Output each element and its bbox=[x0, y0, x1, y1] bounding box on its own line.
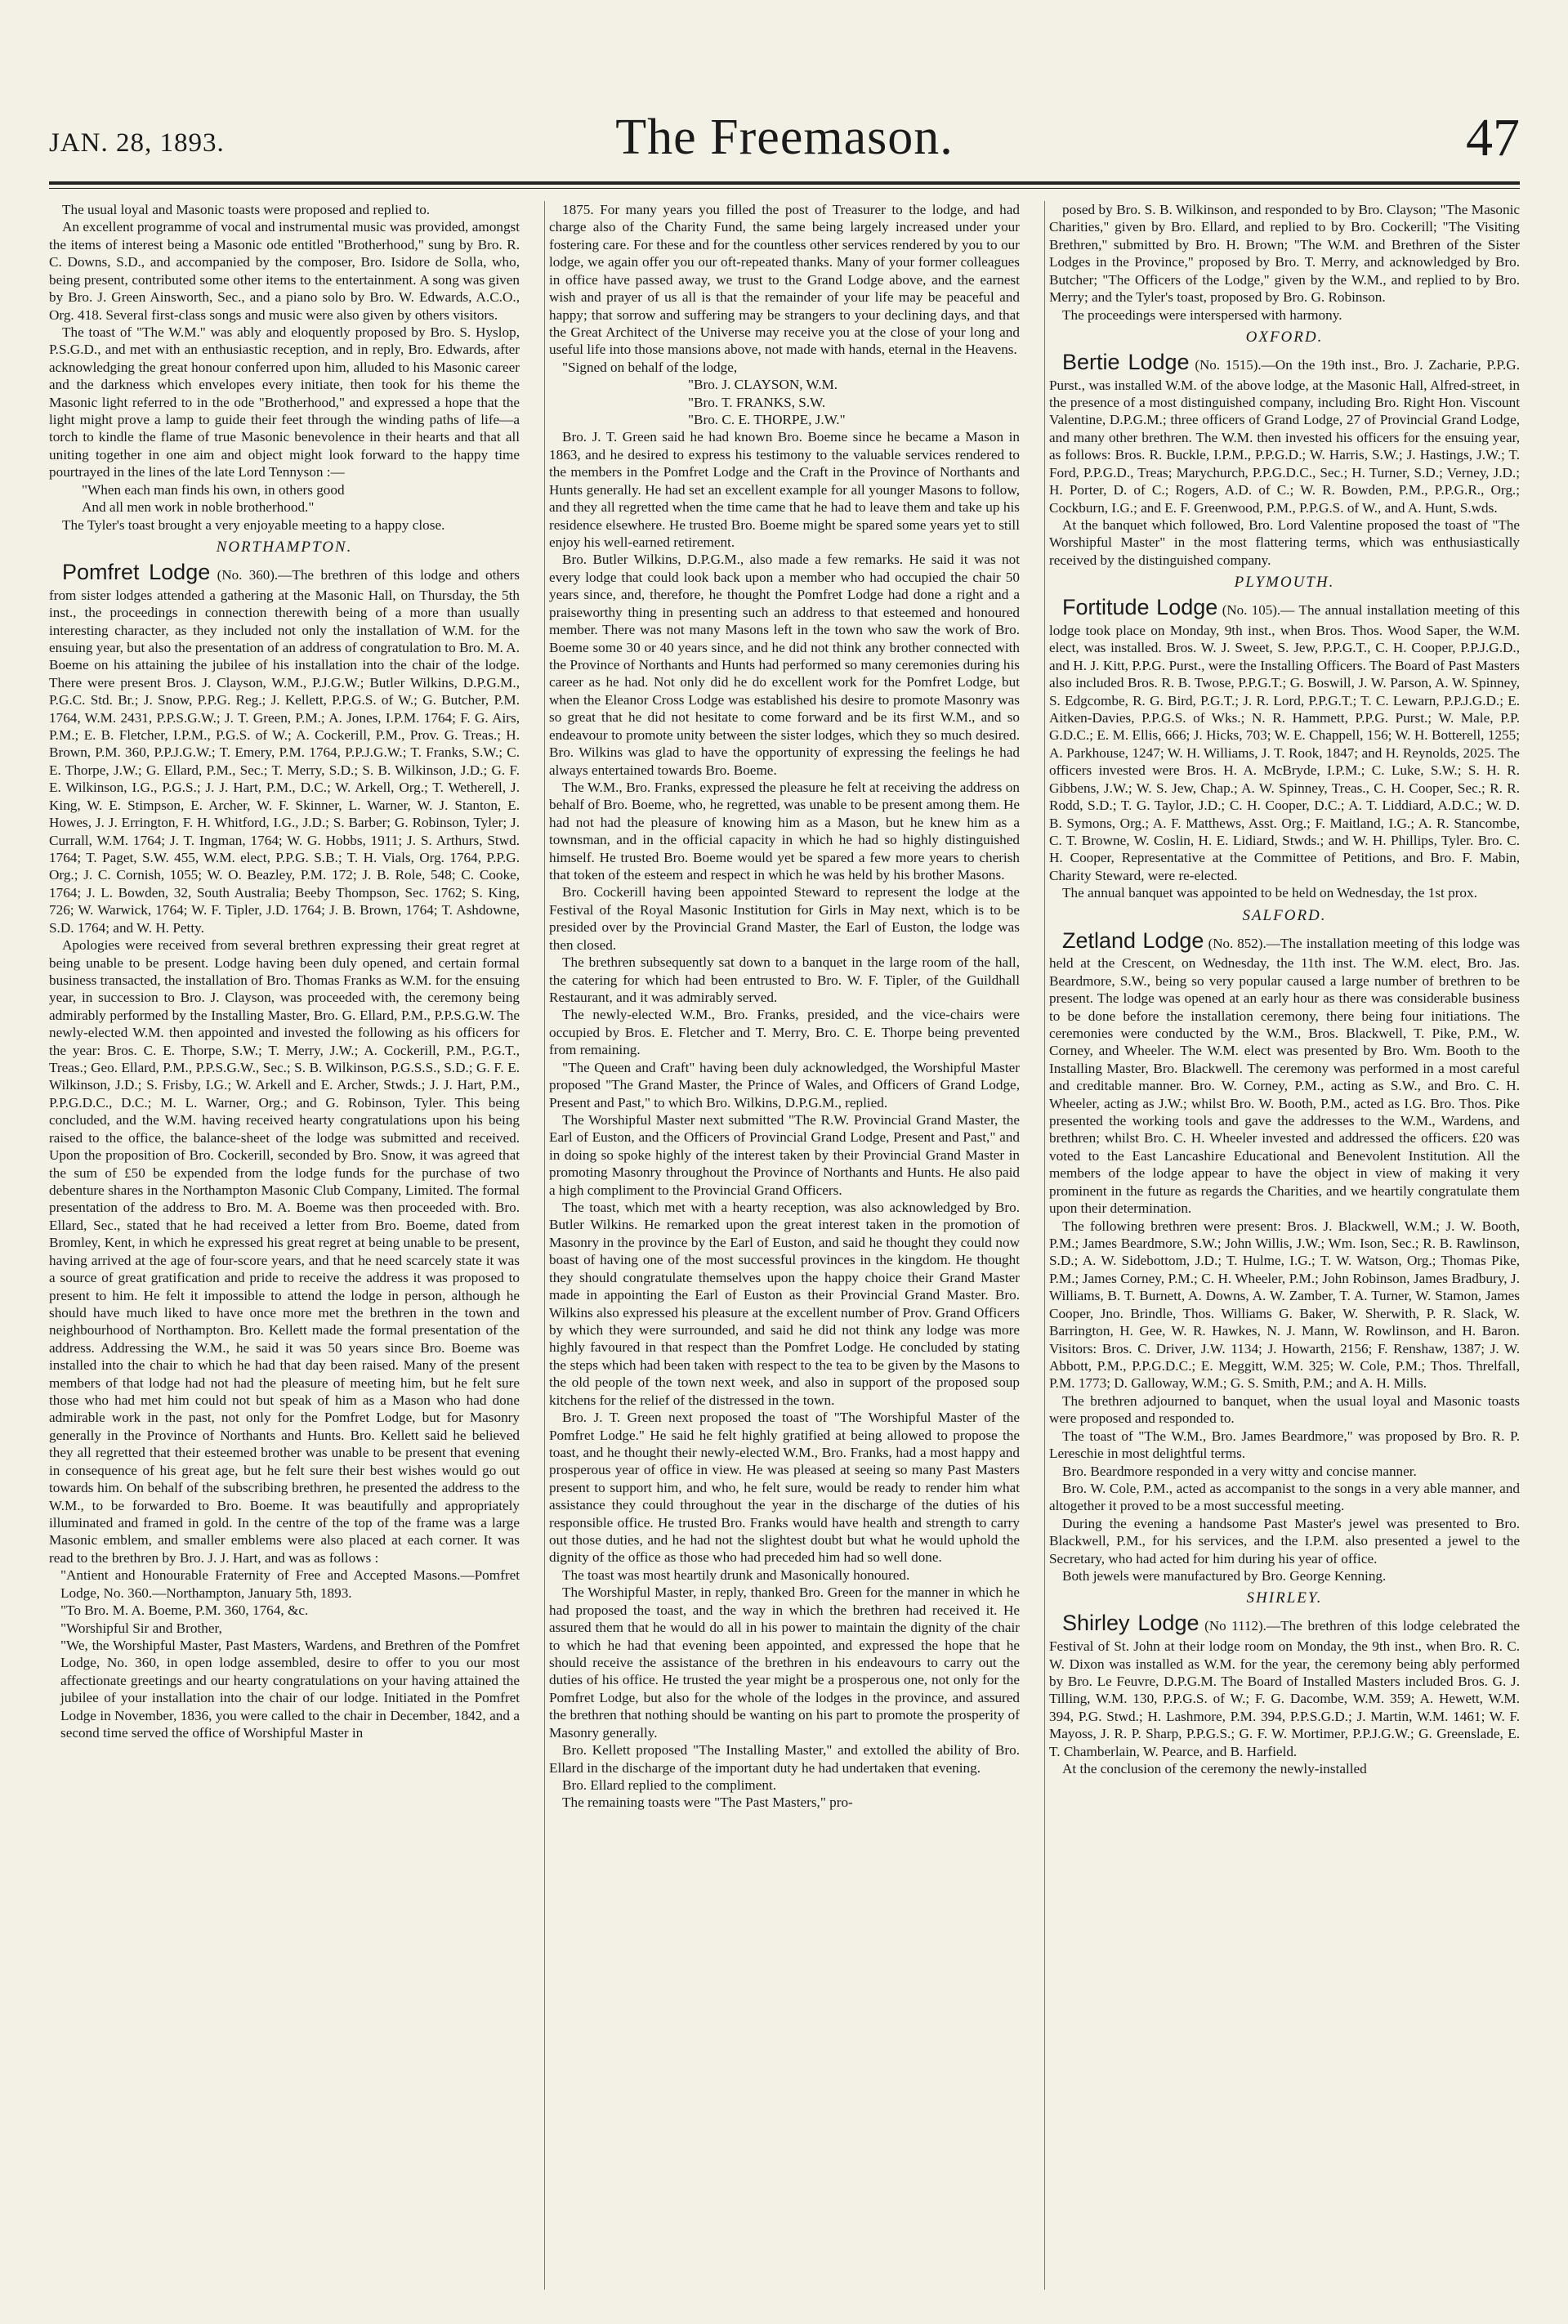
lodge-report-text: —The installation meeting of this lodge was held at the Crescent, on Wednesday, the 11th inst. The W.M. elect, Bro. Jas. Beardmore, S.W., being so very popular caused a large number of brethren to be present. The lodge was opened at an early hour as there was considerable business to be done before the installation ceremony, there being four initiations. The ceremonies were conducted by the W.M., Bros. Blackwell, T. Pike, P.M., W. Corney, and Wheeler. The W.M. elect was presented by Bro. Wm. Booth to the Installing Master, Bro. Blackwell. The ceremony was performed in a most careful and creditable manner. Bro. W. Corney, P.M., acting as S.W., and Bro. C. H. Wheeler, acting as J.W.; whilst Bro. W. Booth, P.M., acted as I.G. Bro. Thos. Pike presented the working tools and gave the addresses to the W.M., Wardens, and brethren; whilst Bro. C. H. Wheeler invested and addressed the officers. £20 was voted to the East Lancashire Educational and Benevolent Institution. All the members of the lodge appear to have the object in view of making it very prominent in the future as regards the Charities, and we heartily congratulate them upon their determination. bbox=[1049, 935, 1520, 1217]
paragraph: Apologies were received from several brethren expressing their great regret at being unable to be present. Lodge having been duly opened, and certain formal business transacted, the installation of Bro. Thomas Franks as W.M. for the ensuing year, in succession to Bro. J. Clayson, was proceeded with, the ceremony being admirably performed by the Installing Master, Bro. G. Ellard, P.M., P.P.S.G.W. The newly-elected W.M. then appointed and invested the following as his officers for the year: Bros. C. E. Thorpe, S.W.; T. Merry, J.W.; A. Cockerill, P.M., P.G.T., Treas.; Geo. Ellard, P.M., P.P.S.G.W., Sec.; S. B. Wilkinson, P.G.S.S., S.D.; G. F. E. Wilkinson, J.D.; S. Frisby, I.G.; W. Arkell and E. Archer, Stwds.; J. J. Hart, P.M., P.P.G.D.C., D.C.; M. L. Warner, Org.; and G. Robinson, Tyler. This being concluded, and the W.M. having received hearty congratulations upon his being raised to the office, the balance-sheet of the lodge was submitted and received. Upon the proposition of Bro. Cockerill, seconded by Bro. Snow, it was agreed that the sum of £50 be expended from the lodge funds for the purchase of two debenture shares in the Northampton Masonic Club Company, Limited. The formal presentation of the address to Bro. M. A. Boeme was then proceeded with. Bro. Ellard, Sec., stated that he had received a letter from Bro. Boeme, dated from Bromley, Kent, in which he expressed his great regret at being unable to be present, having arrived at the age of four-score years, and that he need scarcely state it was a source of great gratification and pride to receive the address it was proposed to present to him. He felt it impossible to attend the lodge in person, although he should have much liked to have once more met the brethren in the town and neighbourhood of Northampton. Bro. Kellett made the formal presentation of the address. Addressing the W.M., he said it was 50 years since Bro. Boeme was installed into the chair to which he had that day been raised. Many of the present members of that lodge had not had the pleasure of meeting him, but he felt sure those who had met him could not but speak of him as a Mason who had done admirable work in the past, not only for the Pomfret Lodge, but for Masonry generally in the Province of Northants and Hunts. Bro. Kellett said he believed they all regretted that their esteemed brother was unable to be present that evening in consequence of his great age, but he felt sure their best wishes would go out towards him. On behalf of the subscribing brethren, he presented the address to the W.M., to be forwarded to Bro. Boeme. It was beautifully and appropriately illuminated and framed in gold. In the centre of the top of the frame was a large Masonic emblem, and smaller emblems were also placed at each corner. It was read to the brethren by Bro. J. J. Hart, and was as follows : bbox=[49, 937, 520, 1566]
paragraph: Bro. W. Cole, P.M., acted as accompanist to the songs in a very able manner, and altogether it proved to be a most successful meeting. bbox=[1049, 1480, 1520, 1514]
quoted-address: "To Bro. M. A. Boeme, P.M. 360, 1764, &c. bbox=[60, 1602, 309, 1619]
paragraph: The Worshipful Master, in reply, thanked Bro. Green for the manner in which he had proposed the toast, and the way in which the brethren had received it. He assured them that he would do all in his power to maintain the dignity of the chair to which he had that evening been appointed, and expressed the hope that he should receive the assistance of the brethren in his endeavours to carry out the duties of his office. He trusted the year might be a prosperous one, not only for the Pomfret Lodge, but also for the whole of the lodges in the province, and assured the brethren that nothing should be wanting on his part to promote the prosperity of Masonry generally. bbox=[549, 1584, 1020, 1741]
lodge-number: (No. 1515). bbox=[1195, 356, 1262, 373]
column-2 bbox=[549, 201, 1020, 2290]
paragraph: Bro. Kellett proposed "The Installing Master," and extolled the ability of Bro. Ellard in the discharge of the important duty he had undertaken that evening. bbox=[549, 1742, 1020, 1776]
paragraph: The toast was most heartily drunk and Masonically honoured. bbox=[562, 1566, 910, 1583]
lodge-report-text: — The annual installation meeting of this lodge took place on Monday, 9th inst., when Bros. Thos. Wood Saper, the W.M. elect, was installed. Bros. W. J. Sweet, S. Jew, P.P.G.T., C. H. Cooper, P.P.J.G.D., and H. J. Kitt, P.P.G. Purst., were the Installing Officers. The Board of Past Masters also included Bros. R. B. Twose, P.P.G.T.; G. Boswill, J. W. Parson, A. W. Spinney, S. Edgcombe, R. G. Bird, P.G.T.; J. R. Lord, P.P.G.T.; T. C. Lewarn, P.P.J.G.D.; E. Aitken-Davies, P.P.G.S. of Wks.; N. R. Hammett, P.P.G. Purst.; W. Male, P.P. G.D.C.; E. M. Ellis, 666; J. Hicks, 703; W. E. Chappell, 156; W. H. Botterell, 1255; A. Parkhouse, 1247; W. H. Williams, J. T. Rook, 1847; and H. Reynolds, 2025. The officers invested were Bros. H. A. McBryde, I.P.M.; C. Luke, S.W.; S. H. R. Gibbens, J.W.; W. S. Jew, Chap.; A. W. Spinney, Treas., C. H. Cooper, Sec.; R. R. Rodd, S.D.; T. G. Taylor, J.D.; C. H. Cooper, D.C.; A. T. Liddiard, A.D.C.; W. D. B. Symons, Org.; A. F. Matthews, Asst. Org.; F. Maitland, I.G.; A. R. Stancombe, C. T. Browne, W. Coslin, H. E. Lidiard, Stwds.; and W. H. Phillips, Tyler. Bro. C. H. Cooper, Representative at the Committee of Petitions, and Bro. F. Mabin, Charity Steward, were re-elected. bbox=[1049, 602, 1520, 883]
lodge-number: (No 1112). bbox=[1204, 1618, 1266, 1634]
paragraph: Bro. J. T. Green said he had known Bro. Boeme since he became a Mason in 1863, and he desired to express his testimony to the valuable services rendered to the members in the Pomfret Lodge and the Craft in the Province of Northants and Hunts generally. He had set an excellent example for all younger Masons to follow, and they all regretted when the time came that he had to leave them and take up his residence elsewhere. He trusted Bro. Boeme might be spared some years yet to still enjoy his well-earned retirement. bbox=[549, 429, 1020, 551]
masthead-rule-thin bbox=[49, 188, 1520, 189]
signature-line: "Bro. J. CLAYSON, W.M. bbox=[688, 377, 838, 393]
paragraph: The toast of "The W.M." was ably and eloquently proposed by Bro. S. Hyslop, P.S.G.D., and met with an enthusiastic reception, and in reply, Bro. Edwards, after acknowledging the great honour conferred upon him, alluded to his Masonic career and the darkness which envelopes every initiate, then took for his theme the Masonic light referred to in the ode "Brotherhood," and expressed a hope that the light might prove a lamp to guide their feet through the winding paths of life—a torch to kindle the flame of true Masonic benevolence in their hearts and that all uniting together in one aim and object might look forward to the happy time pourtrayed in the lines of the late Lord Tennyson :— bbox=[49, 324, 520, 480]
paragraph: "The Queen and Craft" having been duly acknowledged, the Worshipful Master proposed "The Grand Master, the Prince of Wales, and Officers of Grand Lodge, Present and Past," to which Bro. Wilkins, D.P.G.M., replied. bbox=[549, 1059, 1020, 1111]
poem-line: "When each man finds his own, in others good bbox=[82, 481, 345, 498]
poem-line: And all men work in noble brotherhood." bbox=[82, 499, 315, 516]
paragraph: The W.M., Bro. Franks, expressed the pleasure he felt at receiving the address on behalf of Bro. Boeme, who, he regretted, was unable to be present among them. He had not had the pleasure of knowing him as a Mason, but he knew him as a townsman, and in the official capacity in which he had so highly distinguished himself. He trusted Bro. Boeme would yet be spared a few more years to cherish that token of the esteem and respect in which he was held by his brother Masons. bbox=[549, 779, 1020, 883]
lodge-name: Zetland Lodge bbox=[1062, 927, 1204, 953]
signature-line: "Bro. T. FRANKS, S.W. bbox=[688, 394, 826, 410]
paragraph: The Tyler's toast brought a very enjoyable meeting to a happy close. bbox=[62, 516, 445, 533]
lodge-report bbox=[1049, 1610, 1520, 1760]
column-divider bbox=[544, 201, 545, 2290]
lodge-report bbox=[49, 559, 520, 936]
signature-line: "Bro. C. E. THORPE, J.W." bbox=[688, 412, 846, 428]
section-heading: NORTHAMPTON. bbox=[216, 539, 353, 556]
paragraph: Both jewels were manufactured by Bro. George Kenning. bbox=[1062, 1568, 1387, 1584]
page-number: 47 bbox=[1466, 108, 1520, 168]
paragraph: The toast, which met with a hearty reception, was also acknowledged by Bro. Butler Wilkins. He remarked upon the great interest taken in the promotion of Masonry in the province by the Earl of Euston, and said he thought they could now boast of having one of the most successful provinces in the kingdom. He thought they should congratulate themselves upon the happy choice their Grand Master made in appointing the Earl of Euston as their Provincial Grand Master. Bro. Wilkins also expressed his pleasure at the excellent number of Prov. Grand Officers by which they were surrounded, and said he did not think any lodge was more highly favoured in that respect than the Pomfret Lodge. He concluded by stating the steps which had been taken with respect to the tea to be given by the Masons to the old people of the town next week, and also in support of the proposed soup kitchens for the relief of the distressed in the town. bbox=[549, 1200, 1020, 1408]
paragraph: Bro. Cockerill having been appointed Steward to represent the lodge at the Festival of the Royal Masonic Institution for Girls in May next, which is to be presided over by the Provincial Grand Master, the Earl of Euston, the lodge was then closed. bbox=[549, 884, 1020, 953]
paragraph: The remaining toasts were "The Past Masters," pro- bbox=[562, 1794, 853, 1811]
section-heading: SHIRLEY. bbox=[1246, 1589, 1323, 1607]
paragraph: During the evening a handsome Past Master's jewel was presented to Bro. Blackwell, P.M., for his services, and the I.P.M. also presented a jewel to the Secretary, who had acted for him during his year of office. bbox=[1049, 1515, 1520, 1566]
issue-date: JAN. 28, 1893. bbox=[49, 128, 225, 158]
quoted-address: "Antient and Honourable Fraternity of Free and Accepted Masons.—Pomfret Lodge, No. 360.—Northampton, January 5th, 1893. bbox=[60, 1567, 520, 1601]
lodge-report bbox=[1049, 594, 1520, 884]
paragraph: The annual banquet was appointed to be held on Wednesday, the 1st prox. bbox=[1062, 885, 1477, 901]
lodge-name: Bertie Lodge bbox=[1062, 349, 1190, 374]
paragraph: The Worshipful Master next submitted "The R.W. Provincial Grand Master, the Earl of Euston, and the Officers of Provincial Grand Lodge, Present and Past," and in doing so spoke highly of the interest taken by their Provincial Grand Master in promoting Masonry throughout the Province of Northants and Hunts. He also paid a high compliment to the Provincial Grand Officers. bbox=[549, 1111, 1020, 1198]
lodge-number: (No. 105). bbox=[1222, 602, 1281, 619]
lodge-number: (No. 852). bbox=[1208, 935, 1266, 951]
paragraph: At the conclusion of the ceremony the newly-installed bbox=[1062, 1761, 1367, 1777]
paragraph: posed by Bro. S. B. Wilkinson, and responded to by Bro. Clayson; "The Masonic Charities," given by Bro. Ellard, and replied to by Bro. Cockerill; "The Visiting Brethren," submitted by Bro. H. Brown; "The W.M. and Brethren of the Sister Lodges in the Province," proposed by Bro. T. Merry, and acknowledged by Bro. Butcher; "The Officers of the Lodge," given by the W.M., and replied to by Bro. Merry; and the Tyler's toast, proposed by Bro. G. Robinson. bbox=[1049, 202, 1520, 306]
lodge-report bbox=[1049, 927, 1520, 1218]
column-1 bbox=[49, 201, 520, 2290]
paragraph: The brethren adjourned to banquet, when the usual loyal and Masonic toasts were proposed and responded to. bbox=[1049, 1392, 1520, 1427]
paragraph: The newly-elected W.M., Bro. Franks, presided, and the vice-chairs were occupied by Bros. E. Fletcher and T. Merry, Bro. C. E. Thorpe being prevented from remaining. bbox=[549, 1007, 1020, 1058]
paragraph: The brethren subsequently sat down to a banquet in the large room of the hall, the catering for which had been entrusted to Bro. W. F. Tipler, of the Guildhall Restaurant, and it was admirably served. bbox=[549, 954, 1020, 1005]
paragraph: The following brethren were present: Bros. J. Blackwell, W.M.; J. W. Booth, P.M.; James Beardmore, S.W.; John Willis, J.W.; Wm. Ison, Sec.; R. B. Rawlinson, S.D.; A. W. Sidebottom, J.D.; T. Hulme, I.G.; T. W. Watson, Org.; Thomas Pike, P.M.; James Corney, P.M.; C. H. Wheeler, P.M.; John Robinson, James Bradbury, J. Williams, B. T. Burnett, A. Downs, A. W. Zamber, T. A. Turner, W. Stamon, James Cooper, Jno. Brindle, Thos. Williams G. Baker, W. Sherwith, P. R. Slack, W. Barrington, H. Gee, W. R. Hawkes, N. J. Mann, W. Rowlinson, and H. Baron. Visitors: Bros. C. Driver, J.W. 1134; J. Howarth, 2156; F. Renshaw, 1387; J. W. Abbott, P.M., P.P.G.D.C.; E. Meggitt, W.M. 325; W. Cole, P.M.; Thos. Threlfall, P.M. 1773; D. Galloway, W.M.; G. S. Smith, P.M.; and A. H. Mills. bbox=[1049, 1218, 1520, 1392]
section-heading: OXFORD. bbox=[1245, 328, 1324, 346]
lodge-number: (No. 360). bbox=[217, 567, 279, 583]
quoted-address: "We, the Worshipful Master, Past Masters, Wardens, and Brethren of the Pomfret Lodge, No. 360, in open lodge assembled, desire to offer to you our most affectionate greetings and our hearty congratulations on your having attained the jubilee of your installation into the chair of our lodge. Initiated in the Pomfret Lodge in November, 1836, you were called to the chair in December, 1842, and a second time served the office of Worshipful Master in bbox=[60, 1637, 520, 1741]
paragraph: Bro. J. T. Green next proposed the toast of "The Worshipful Master of the Pomfret Lodge." He said he felt highly gratified at being allowed to propose the toast, and he thought their newly-elected W.M., Bro. Franks, had a most happy and prosperous year of office in view. He was pleased at seeing so many Past Masters present to support him, and who, he felt sure, would be ready to render him what assistance they could throughout the year in the discharge of the duties of his responsible office. He trusted Bro. Franks would have health and strength to carry out those duties, and he had not the slightest doubt but what he would uphold the dignity of the office as those who had preceded him had so well done. bbox=[549, 1410, 1020, 1566]
section-heading: SALFORD. bbox=[1242, 906, 1327, 924]
newspaper-title: The Freemason. bbox=[615, 109, 954, 165]
column-3 bbox=[1049, 201, 1520, 2290]
paragraph: 1875. For many years you filled the post of Treasurer to the lodge, and had charge also of the Charity Fund, the same being largely increased under your fostering care. For these and for the countless other services rendered by you to our lodge, we again offer you our oft-repeated thanks. Many of your former colleagues in office have passed away, we trust to the Grand Lodge above, and the earnest wish and prayer of us all is that the remainder of your life may be peaceful and happy; that sorrow and suffering may be strangers to your declining days, and that the Great Architect of the Universe may receive you at the close of your long and useful life into those mansions above, not made with hands, eternal in the Heavens. bbox=[549, 202, 1020, 358]
paragraph: The toast of "The W.M., Bro. James Beardmore," was proposed by Bro. R. P. Lereschie in most delightful terms. bbox=[1049, 1428, 1520, 1462]
paragraph: At the banquet which followed, Bro. Lord Valentine proposed the toast of "The Worshipful Master" in the most flattering terms, which was enthusiastically received by the distinguished company. bbox=[1049, 516, 1520, 568]
paragraph: Bro. Ellard replied to the compliment. bbox=[562, 1777, 777, 1793]
lodge-report-text: —The brethren of this lodge celebrated the Festival of St. John at their lodge room on Monday, the 9th inst., when Bro. R. C. W. Dixon was installed as W.M. for the year, the ceremony being ably performed by Bro. Le Feuvre, D.P.G.M. The Board of Installed Masters included Bros. G. J. Tilling, W.M. 130, P.P.G.S. of W.; F. G. Dacombe, W.M. 359; A. Hewett, W.M. 394, P.G. Stwd.; H. Lashmore, P.M. 394, P.P.S.G.D.; J. Martin, W.M. 1461; W. F. Mayoss, J. R. P. Sharp, P.P.G.S.; G. F. W. Mortimer, P.P.J.G.W.; G. Greenslade, E. T. Chamberlain, W. Pearce, and B. Harfield. bbox=[1049, 1618, 1520, 1759]
lodge-name: Fortitude Lodge bbox=[1062, 595, 1218, 620]
lodge-name: Shirley Lodge bbox=[1062, 1611, 1199, 1636]
lodge-report-text: —On the 19th inst., Bro. J. Zacharie, P.P.G. Purst., was installed W.M. of the above lodge, at the Masonic Hall, Alfred-street, in the presence of a most distinguished company, including Bro. Right Hon. Viscount Valentine, D.P.G.M.; three officers of Grand Lodge, 27 of Provincial Grand Lodge, and many other brethren. The W.M. then invested his officers for the ensuing year, as follows: Bros. R. Buckle, I.P.M., P.P.G.D.; W. Harris, S.W.; J. Hastings, J.W.; T. Ford, P.P.G.D., Treas; Marychurch, P.P.G.D.C., Sec.; H. Turner, S.D.; Verney, J.D.; H. Porter, D. of C.; Rogers, A.D. of C.; W. R. Bowden, P.M., P.P.G.R., Org.; Cockburn, I.G.; and E. F. Greenwood, P.M., P.P.G.S. of W., and A. Hunt, S.wds. bbox=[1049, 356, 1520, 516]
lodge-report-text: —The brethren of this lodge and others from sister lodges attended a gathering at the Masonic Hall, on Thursday, the 5th inst., the proceedings in connection therewith being of a more than usually interesting character, as they included not only the installation of W.M. for the ensuing year, but also the presentation of an address of congratulation to Bro. M. A. Boeme on his attaining the jubilee of his installation into the chair of the lodge. There were present Bros. J. Clayson, W.M., P.J.G.W.; Butler Wilkins, D.P.G.M., P.G.C. Std. Br.; J. Snow, P.P.G. Reg.; J. Kellett, P.P.G.S. of W.; G. Butcher, P.M. 1764, W.M. 2431, P.P.S.G.W.; J. T. Green, P.M.; A. Jones, I.P.M. 1764; F. G. Airs, P.M.; E. B. Fletcher, I.P.M., P.G.S. of W.; A. Cockerill, P.M., Prov. G. Treas.; H. Brown, P.M. 360, P.P.J.G.W.; T. Emery, P.M. 1764, P.P.J.G.W.; T. Franks, S.W.; C. E. Thorpe, J.W.; G. Ellard, P.M., Sec.; T. Merry, S.D.; S. B. Wilkinson, J.D.; G. F. E. Wilkinson, I.G., P.G.S.; J. J. Hart, P.M., D.C.; W. Arkell, Org.; T. Wetherell, J. King, W. E. Stimpson, E. Archer, W. F. Skinner, L. Warner, W. J. Stanton, E. Howes, J. J. Errington, F. H. Whitford, I.G., J.D.; S. Barber; G. Robinson, Tyler; J. Currall, W.M. 1764; J. T. Ingman, 1764; W. G. Hobbs, 1911; J. S. Arthurs, Stwd. 1764; T. Paget, S.W. 455, W.M. elect, P.P.G. S.B.; T. H. Vials, Org. 1764, P.P.G. Org.; J. C. Cornish, 1055; W. O. Beazley, P.M. 172; J. B. Role, 548; C. Cooke, 1764; J. L. Bowden, 32, South Australia; Beeby Thompson, Sec. 1762; S. King, 726; W. Warwick, 1764; W. F. Tipler, J.D. 1764; J. B. Brown, 1764; T. Ashdowne, S.D. 1764; and W. H. Petty. bbox=[49, 567, 520, 936]
paragraph: The usual loyal and Masonic toasts were proposed and replied to. bbox=[62, 202, 431, 217]
paragraph: "Signed on behalf of the lodge, bbox=[562, 359, 738, 375]
section-heading: PLYMOUTH. bbox=[1234, 574, 1335, 592]
paragraph: An excellent programme of vocal and instrumental music was provided, amongst the items of interest being a Masonic ode entitled "Brotherhood," sung by Bro. R. C. Downs, S.D., and accompanied by the composer, Bro. Isidore de Solla, who, being present, contributed some other items to the entertainment. A song was given by Bro. J. Green Ainsworth, Sec., and a piano solo by Bro. W. Edwards, A.C.O., Org. 418. Several first-class songs and music were also given by others visitors. bbox=[49, 219, 520, 323]
paragraph: Bro. Beardmore responded in a very witty and concise manner. bbox=[1062, 1463, 1417, 1479]
paragraph: The proceedings were interspersed with harmony. bbox=[1062, 306, 1342, 323]
column-divider bbox=[1044, 201, 1045, 2290]
lodge-report bbox=[1049, 349, 1520, 516]
masthead-rule-thick bbox=[49, 181, 1520, 185]
quoted-address: "Worshipful Sir and Brother, bbox=[60, 1620, 222, 1636]
lodge-name: Pomfret Lodge bbox=[62, 560, 211, 585]
masthead bbox=[49, 102, 1520, 184]
paragraph: Bro. Butler Wilkins, D.P.G.M., also made a few remarks. He said it was not every lodge that could look back upon a member who had occupied the chair 50 years since, and, therefore, he thought the Pomfret Lodge had done a right and a praiseworthy thing in presenting such an address to that esteemed and honoured member. There was not many Masons left in the town who saw the work of Bro. Boeme some 30 or 40 years since, and he did not think any brother connected with the Province of Northants and Hunts had performed so many ceremonies during his career as he had. Not only did he do excellent work for the Pomfret Lodge, but when the Eleanor Cross Lodge was established his desire to promote Masonry was so great that he did not hesitate to come forward and be its first W.M., and so endeavour to promote unity between the sister lodges, which they so much desired. Bro. Wilkins was glad to have the opportunity of expressing the feelings he had always entertained towards Bro. Boeme. bbox=[549, 552, 1020, 778]
